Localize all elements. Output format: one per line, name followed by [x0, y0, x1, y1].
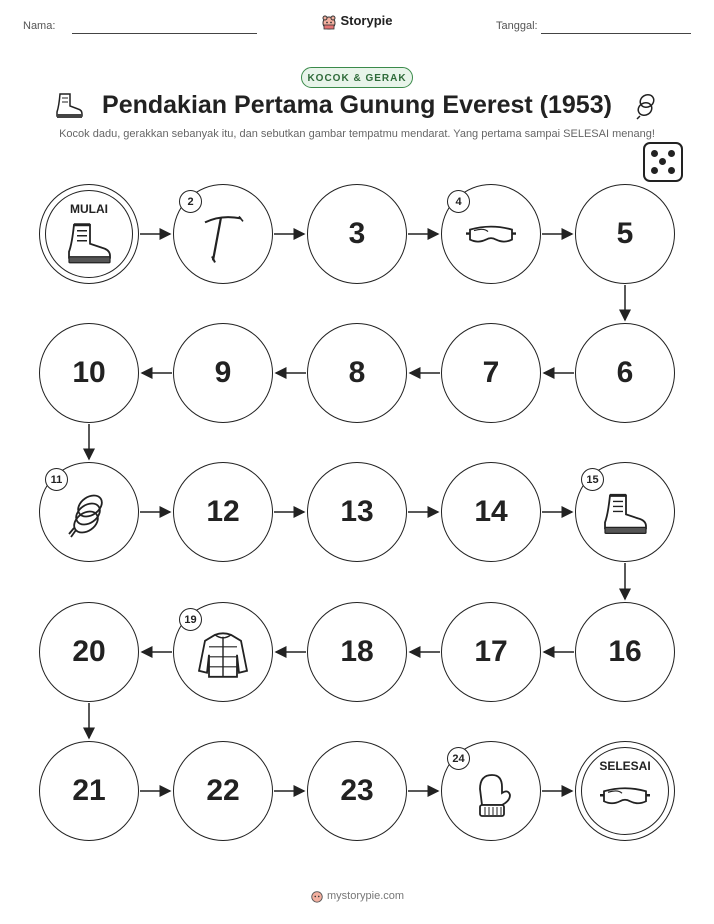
jacket-icon	[197, 631, 249, 684]
board-space-5[interactable]	[575, 184, 675, 284]
boot-icon	[600, 492, 650, 541]
name-label: Nama:	[23, 20, 56, 32]
date-label: Tanggal:	[496, 20, 538, 32]
finish-space[interactable]	[575, 741, 675, 841]
goggles-icon	[600, 783, 650, 814]
mitten-icon	[470, 769, 512, 824]
board-space-7[interactable]	[441, 323, 541, 423]
board-space-16[interactable]	[575, 602, 675, 702]
ice-axe-icon	[201, 210, 245, 269]
boot-icon	[64, 222, 114, 271]
board-space-10[interactable]	[39, 323, 139, 423]
board-space-20[interactable]	[39, 602, 139, 702]
space-number: 3	[348, 217, 366, 250]
start-space[interactable]	[39, 184, 139, 284]
space-number-badge: 2	[179, 190, 202, 213]
space-number-badge: 19	[179, 608, 202, 631]
board-space-8[interactable]	[307, 323, 407, 423]
board-space-13[interactable]	[307, 462, 407, 562]
brand-name: Storypie	[340, 13, 393, 28]
goggles-icon	[466, 222, 516, 253]
storypie-logo-icon	[310, 889, 324, 903]
space-number: 17	[474, 635, 508, 668]
board-space-23[interactable]	[307, 741, 407, 841]
finish-label: SELESAI	[599, 759, 651, 773]
space-number: 18	[340, 635, 374, 668]
space-number: 16	[608, 635, 642, 668]
category-tag: KOCOK & GERAK	[301, 67, 413, 88]
space-number: 5	[616, 217, 634, 250]
board-space-3[interactable]	[307, 184, 407, 284]
space-number: 22	[206, 774, 240, 807]
space-number: 20	[72, 635, 106, 668]
space-number: 23	[340, 774, 374, 807]
space-number-badge: 15	[581, 468, 604, 491]
instructions: Kocok dadu, gerakkan sebanyak itu, dan sebutkan gambar tempatmu mendarat. Yang pertama sampai SELESAI menang!	[59, 128, 655, 140]
space-number-badge: 11	[45, 468, 68, 491]
start-label: MULAI	[70, 202, 108, 216]
footer-url: mystorypie.com	[327, 889, 405, 902]
board-space-14[interactable]	[441, 462, 541, 562]
space-number: 21	[72, 774, 106, 807]
space-number-badge: 4	[447, 190, 470, 213]
board-space-9[interactable]	[173, 323, 273, 423]
rope-icon	[66, 490, 112, 545]
space-number: 10	[72, 356, 106, 389]
page-title: Pendakian Pertama Gunung Everest (1953)	[102, 91, 612, 119]
footer	[0, 889, 714, 903]
board-space-6[interactable]	[575, 323, 675, 423]
space-number: 12	[206, 495, 240, 528]
space-number-badge: 24	[447, 747, 470, 770]
board-space-21[interactable]	[39, 741, 139, 841]
space-number: 9	[214, 356, 232, 389]
space-number: 8	[348, 356, 366, 389]
space-number: 13	[340, 495, 374, 528]
space-number: 6	[616, 356, 634, 389]
board-space-12[interactable]	[173, 462, 273, 562]
board-space-22[interactable]	[173, 741, 273, 841]
space-number: 14	[474, 495, 508, 528]
board-space-17[interactable]	[441, 602, 541, 702]
space-number: 7	[482, 356, 500, 389]
board-space-18[interactable]	[307, 602, 407, 702]
